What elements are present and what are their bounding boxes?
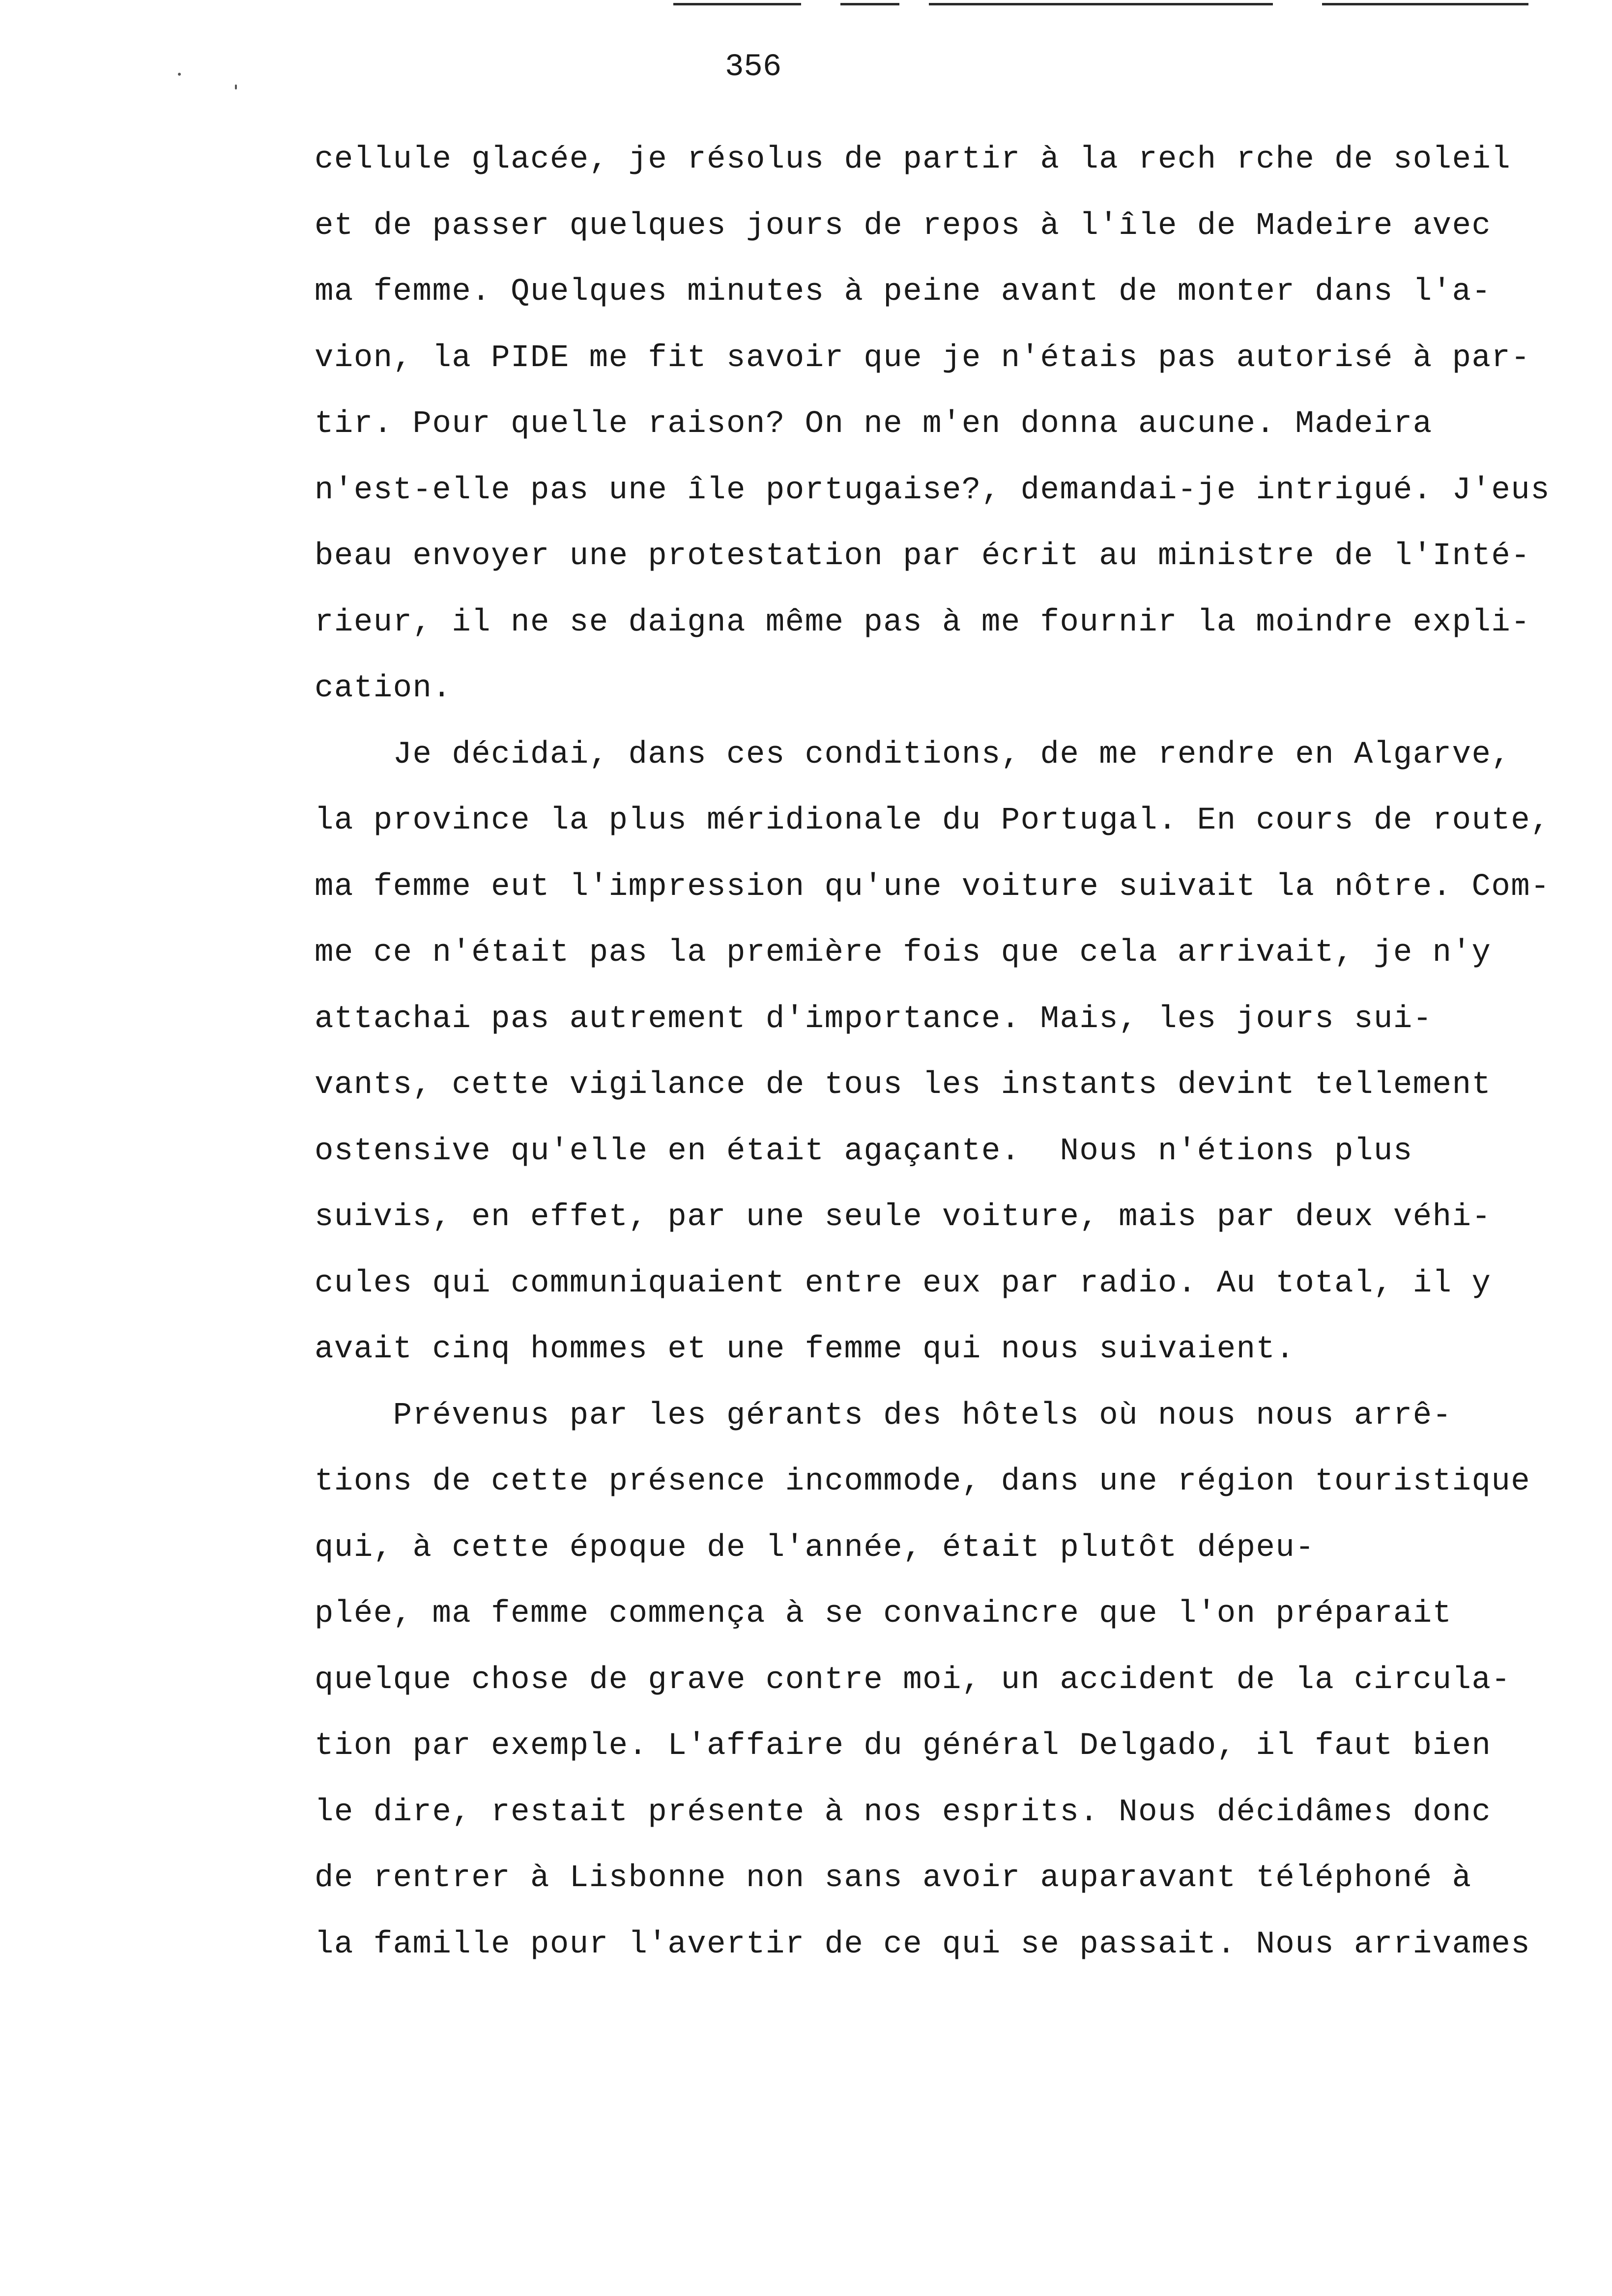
text-line: avait cinq hommes et une femme qui nous suivaient. [315, 1332, 1295, 1367]
top-edge-rule [1322, 3, 1528, 5]
text-line: le dire, restait présente à nos esprits. Nous décidâmes donc [315, 1794, 1492, 1830]
top-edge-rule [673, 3, 801, 5]
text-line: Prévenus par les gérants des hôtels où nous nous arrê- [315, 1398, 1452, 1434]
text-line: la province la plus méridionale du Portugal. En cours de route, [315, 803, 1551, 838]
text-line: rieur, il ne se daigna même pas à me fournir la moindre expli- [315, 604, 1531, 640]
page-number: 356 [725, 50, 782, 85]
paragraph-3 [315, 1399, 1602, 1994]
text-line: vion, la PIDE me fit savoir que je n'étais pas autorisé à par- [315, 340, 1531, 376]
text-line: ma femme eut l'impression qu'une voiture suivait la nôtre. Com- [315, 869, 1551, 905]
text-line: ma femme. Quelques minutes à peine avant de monter dans l'a- [315, 274, 1492, 310]
text-line: de rentrer à Lisbonne non sans avoir auparavant téléphoné à [315, 1861, 1472, 1896]
top-edge-rule [840, 3, 899, 5]
body-text [315, 143, 1602, 1993]
text-line: tions de cette présence incommode, dans une région touristique [315, 1464, 1531, 1499]
margin-speck [178, 73, 181, 76]
text-line: n'est-elle pas une île portugaise?, demandai-je intrigué. J'eus [315, 472, 1551, 508]
text-line: quelque chose de grave contre moi, un accident de la circula- [315, 1662, 1511, 1698]
text-line: la famille pour l'avertir de ce qui se passait. Nous arrivames [315, 1926, 1531, 1962]
text-line: qui, à cette époque de l'année, était plutôt dépeu- [315, 1530, 1315, 1566]
text-line: vants, cette vigilance de tous les instants devint tellement [315, 1067, 1492, 1103]
text-line: cules qui communiquaient entre eux par radio. Au total, il y [315, 1265, 1492, 1301]
top-edge-rule [929, 3, 1273, 5]
text-line: suivis, en effet, par une seule voiture, mais par deux véhi- [315, 1200, 1492, 1235]
text-line: me ce n'était pas la première fois que cela arrivait, je n'y [315, 935, 1492, 971]
text-line: ostensive qu'elle en était agaçante. Nous n'étions plus [315, 1133, 1413, 1169]
text-line: beau envoyer une protestation par écrit au ministre de l'Inté- [315, 539, 1531, 574]
paragraph-1 [315, 143, 1602, 738]
text-line: cellule glacée, je résolus de partir à la rech rche de soleil [315, 142, 1511, 177]
paragraph-2 [315, 738, 1602, 1399]
text-line: et de passer quelques jours de repos à l'île de Madeire avec [315, 208, 1492, 244]
text-line: cation. [315, 671, 452, 706]
text-line: attachai pas autrement d'importance. Mais, les jours sui- [315, 1001, 1433, 1037]
text-line: Je décidai, dans ces conditions, de me rendre en Algarve, [315, 737, 1511, 773]
text-line: tir. Pour quelle raison? On ne m'en donna aucune. Madeira [315, 406, 1433, 442]
margin-speck [235, 85, 237, 89]
text-line: tion par exemple. L'affaire du général Delgado, il faut bien [315, 1728, 1492, 1764]
text-line: plée, ma femme commença à se convaincre que l'on préparait [315, 1596, 1452, 1632]
